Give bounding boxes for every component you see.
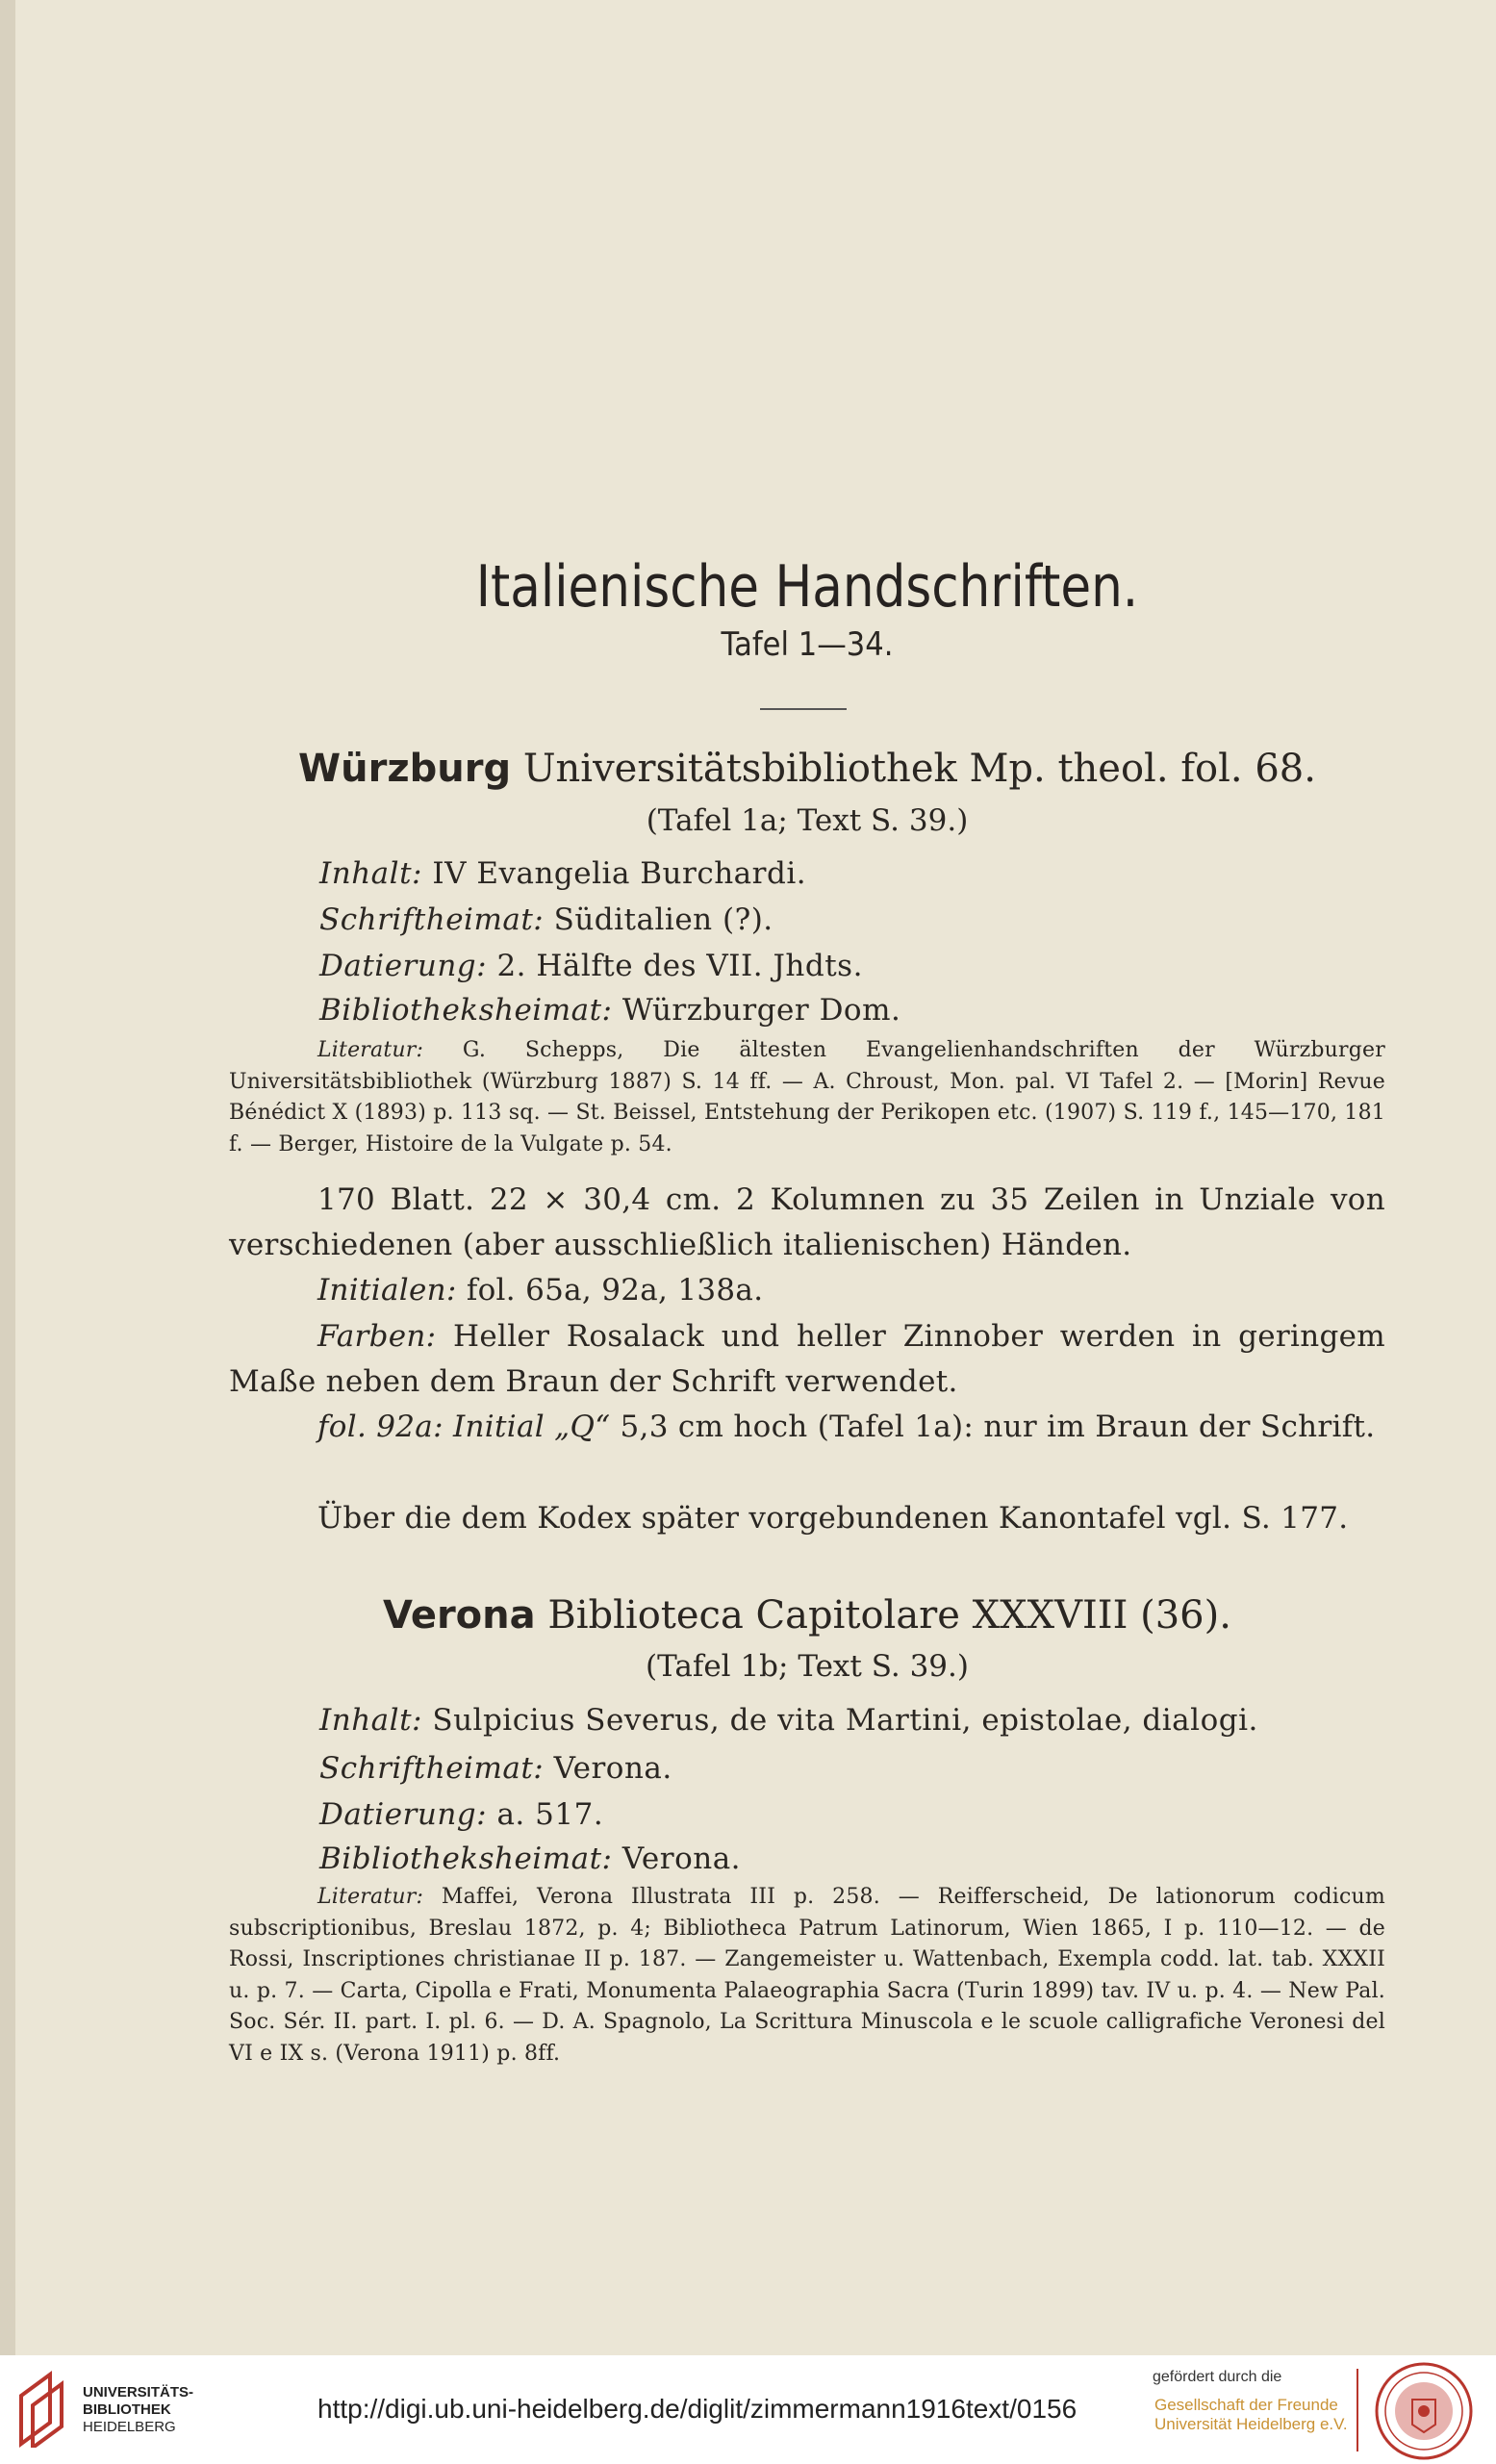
library-name — [83, 2384, 193, 2436]
field-label: Bibliotheksheimat: — [319, 993, 613, 1028]
section-heading-text: Biblioteca Capitolare XXXVIII (36). — [547, 1593, 1231, 1638]
section-reference: (Tafel 1b; Text S. 39.) — [646, 1649, 969, 1684]
sponsor-label: gefördert durch die — [1153, 2369, 1282, 2385]
field-label: Bibliotheksheimat: — [319, 1842, 613, 1876]
field-value: a. 517. — [496, 1797, 604, 1832]
farben-label: Farben: — [317, 1319, 437, 1354]
field-label: Inhalt: — [319, 1703, 422, 1738]
university-seal-icon — [1374, 2361, 1474, 2461]
library-name-line: BIBLIOTHEK — [83, 2401, 171, 2418]
initialen-label: Initialen: — [317, 1273, 457, 1308]
field-value: Sulpicius Severus, de vita Martini, epistolae, dialogi. — [432, 1703, 1258, 1738]
initialen-paragraph — [229, 1268, 1385, 1313]
field-value: Süditalien (?). — [553, 902, 773, 937]
section-heading-verona — [229, 1593, 1385, 1638]
literatur-block — [229, 1035, 1385, 1160]
fol-label: fol. 92a: Initial „Q“ — [317, 1410, 611, 1444]
literatur-label: Literatur: — [317, 1038, 424, 1062]
section-heading-wuerzburg — [229, 747, 1385, 791]
literatur-text: G. Schepps, Die ältesten Evangelienhandschriften der Würzburger Universitätsbibliothek (Würzburg 1887) S. 14 ff. — A. Chroust, Mon. pal. VI Tafel 2. — [Morin] Revue Bénédict X (1893) p. 113 sq. — St. Beissel, Entstehung der Perikopen etc. (1907) S. 119 f., 145—170, 181 f. — Berger, Histoire de la Vulgate p. 54. — [229, 1038, 1385, 1156]
field-datierung — [319, 1797, 603, 1832]
library-logo-icon — [12, 2367, 69, 2448]
section-heading-text: Universitätsbibliothek Mp. theol. fol. 68. — [522, 747, 1316, 791]
page-title: Italienische Handschriften. — [475, 553, 1139, 621]
description-paragraph — [229, 1178, 1385, 1268]
field-label: Datierung: — [319, 1797, 488, 1832]
literatur-block — [229, 1882, 1385, 2070]
kanon-text: Über die dem Kodex später vorgebundenen Kanontafel vgl. S. 177. — [317, 1501, 1349, 1536]
title-divider — [760, 708, 847, 710]
permalink-url[interactable]: http://digi.ub.uni-heidelberg.de/diglit/zimmermann1916text/0156 — [317, 2394, 1078, 2424]
field-value: Verona. — [553, 1751, 672, 1786]
field-value: 2. Hälfte des VII. Jhdts. — [496, 949, 863, 983]
page-edge-shadow — [0, 0, 15, 2355]
field-inhalt — [319, 1703, 1258, 1738]
section-place: Würzburg — [298, 747, 512, 791]
field-inhalt — [319, 856, 806, 891]
field-value: Verona. — [621, 1842, 742, 1876]
page-subtitle: Tafel 1—34. — [721, 625, 894, 664]
sponsor-name[interactable] — [1154, 2396, 1348, 2434]
initialen-text: fol. 65a, 92a, 138a. — [466, 1273, 764, 1308]
fol-text: 5,3 cm hoch (Tafel 1a): nur im Braun der Schrift. — [620, 1410, 1376, 1444]
section-place: Verona — [383, 1593, 536, 1638]
field-value: IV Evangelia Burchardi. — [432, 856, 807, 891]
field-label: Datierung: — [319, 949, 488, 983]
field-datierung — [319, 949, 863, 983]
section-reference: (Tafel 1a; Text S. 39.) — [646, 803, 969, 838]
field-schriftheimat — [319, 1751, 672, 1786]
library-name-line: HEIDELBERG — [83, 2419, 176, 2435]
sponsor-name-line: Universität Heidelberg e.V. — [1154, 2415, 1348, 2433]
farben-paragraph — [229, 1314, 1385, 1405]
field-schriftheimat — [319, 902, 773, 937]
field-label: Schriftheimat: — [319, 1751, 545, 1786]
field-bibliotheksheimat — [319, 1842, 741, 1876]
field-value: Würzburger Dom. — [621, 993, 901, 1028]
kanon-paragraph — [229, 1496, 1385, 1541]
fol-paragraph — [229, 1405, 1385, 1450]
description-text: 170 Blatt. 22 × 30,4 cm. 2 Kolumnen zu 35 Zeilen in Unziale von verschiedenen (aber ausschließlich italienischen) Händen. — [229, 1182, 1385, 1262]
literatur-label: Literatur: — [317, 1885, 424, 1909]
field-label: Schriftheimat: — [319, 902, 545, 937]
farben-text: Heller Rosalack und heller Zinnober werden in geringem Maße neben dem Braun der Schrift verwendet. — [229, 1319, 1385, 1399]
field-label: Inhalt: — [319, 856, 422, 891]
literatur-text: Maffei, Verona Illustrata III p. 258. — Reifferscheid, De lationorum codicum subscriptionibus, Breslau 1872, p. 4; Bibliotheca Patrum Latinorum, Wien 1865, I p. 110—12. — de Rossi, Inscriptiones christianae II p. 187. — Zangemeister u. Wattenbach, Exempla codd. lat. tab. XXXII u. p. 7. — Carta, Cipolla e Frati, Monumenta Palaeographia Sacra (Turin 1899) tav. IV u. p. 4. — New Pal. Soc. Sér. II. part. I. pl. 6. — D. A. Spagnolo, La Scrittura Minuscola e le scuole calligrafiche Veronesi del VI e IX s. (Verona 1911) p. 8ff. — [229, 1885, 1385, 2066]
sponsor-divider — [1357, 2369, 1358, 2451]
library-name-line: UNIVERSITÄTS- — [83, 2384, 194, 2400]
sponsor-name-line: Gesellschaft der Freunde — [1154, 2396, 1338, 2414]
field-bibliotheksheimat — [319, 993, 900, 1028]
viewer-footer — [0, 2355, 1496, 2464]
